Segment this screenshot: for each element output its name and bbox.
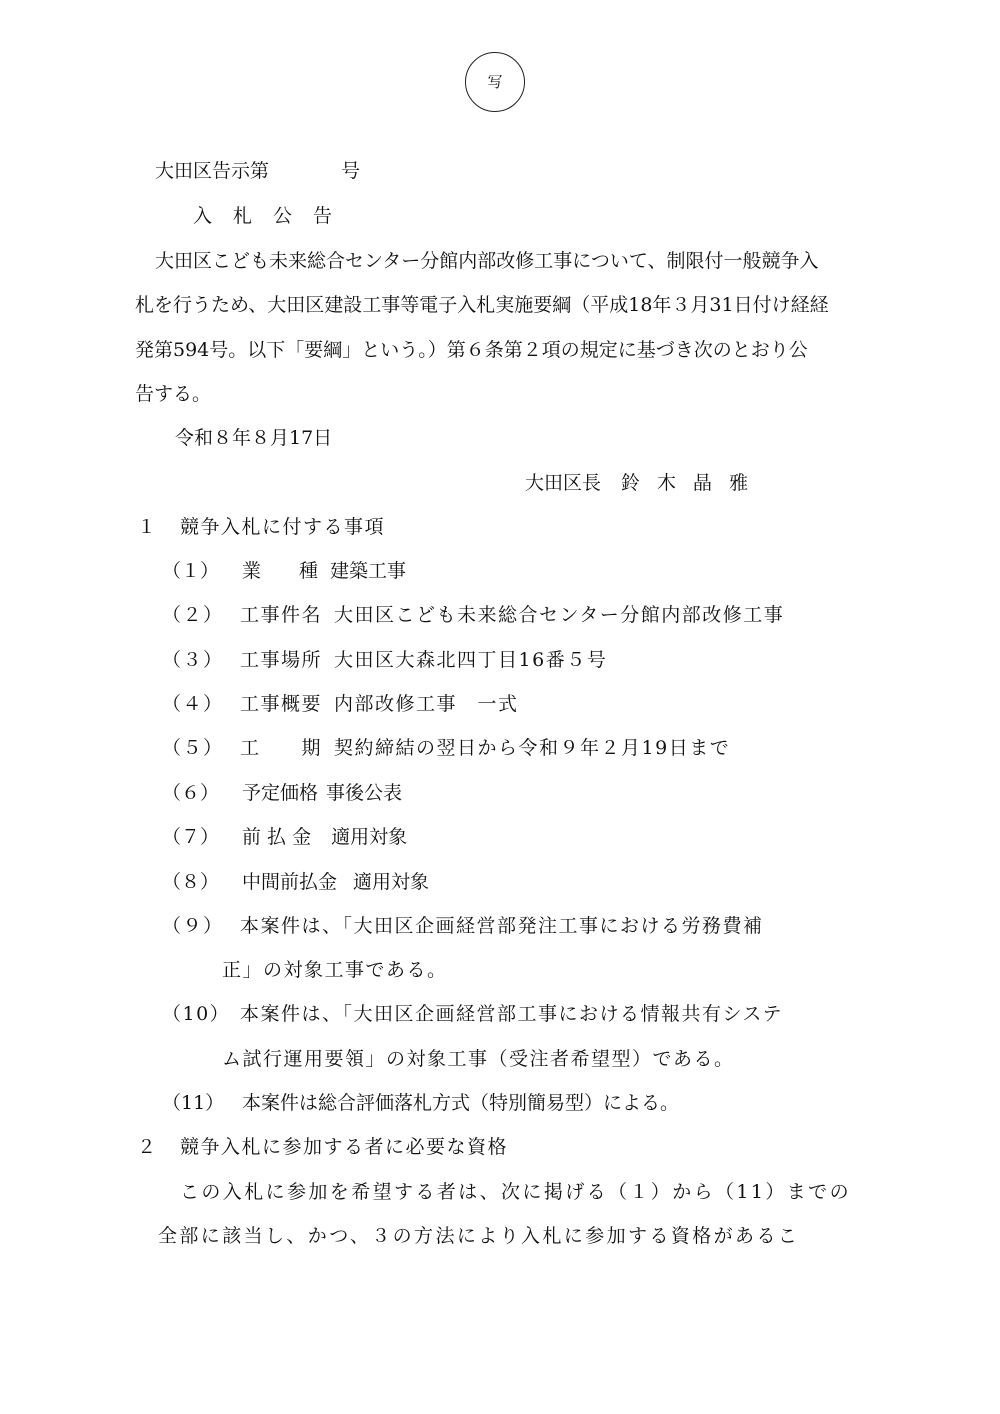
intro-line: 告する。 — [135, 383, 212, 405]
section1-number: １ — [137, 516, 157, 538]
item-value: 建築工事 — [330, 560, 407, 582]
list-item — [162, 1005, 783, 1024]
item-label: 工事件名 — [240, 604, 323, 626]
section1-heading — [137, 518, 385, 537]
item-number: （２） — [162, 604, 224, 626]
issuer-name-char: 晶 — [693, 472, 713, 494]
item-value: 適用対象 — [353, 871, 430, 893]
issuer — [525, 474, 748, 493]
item-number: （10） — [162, 1003, 231, 1025]
section2-heading — [137, 1138, 508, 1157]
item-label: 前 払 金 — [242, 826, 312, 848]
item-label: 予定価格 — [242, 782, 319, 804]
item-number: （８） — [162, 871, 220, 893]
item-label: 工事概要 — [240, 693, 323, 715]
list-item — [162, 562, 406, 581]
list-item — [162, 606, 784, 625]
title-char: 札 — [233, 205, 253, 227]
intro-line: 大田区こども未来総合センター分館内部改修工事について、制限付一般競争入 — [155, 250, 819, 272]
issuer-title: 大田区長 — [525, 472, 602, 494]
copy-stamp-text: 写 — [487, 72, 503, 91]
item-value: 事後公表 — [326, 782, 403, 804]
intro-line: 札を行うため、大田区建設工事等電子入札実施要綱（平成18年３月31日付け経経 — [135, 294, 829, 316]
item-value: 適用対象 — [331, 826, 408, 848]
item-number: （９） — [162, 915, 224, 937]
list-item — [162, 917, 764, 936]
page-title — [193, 207, 332, 226]
section2-title: 競争入札に参加する者に必要な資格 — [180, 1136, 509, 1158]
item-value: 内部改修工事 一式 — [334, 693, 519, 715]
item-number: （５） — [162, 737, 224, 759]
item-text: 本案件は総合評価落札方式（特別簡易型）による。 — [242, 1092, 680, 1114]
item-label: 中間前払金 — [242, 871, 338, 893]
item-label: 業 種 — [242, 560, 319, 582]
notice-number — [155, 162, 360, 181]
item-text: 本案件は、「大田区企画経営部発注工事における労務費補 — [240, 915, 764, 937]
item-label: 工 期 — [240, 737, 323, 759]
copy-stamp — [465, 52, 525, 112]
section1-title: 競争入札に付する事項 — [180, 516, 386, 538]
list-item — [162, 695, 519, 714]
item-number: （４） — [162, 693, 224, 715]
notice-date: 令和８年８月17日 — [175, 427, 333, 449]
item-number: （１） — [162, 560, 220, 582]
item-number: （11） — [162, 1092, 225, 1114]
item-value: 大田区大森北四丁目16番５号 — [334, 649, 608, 671]
list-item — [162, 784, 402, 803]
item-number: （６） — [162, 782, 220, 804]
notice-number-prefix: 大田区告示第 — [155, 160, 270, 182]
title-char: 入 — [193, 205, 213, 227]
list-item — [162, 828, 407, 847]
item-number: （７） — [162, 826, 220, 848]
title-char: 告 — [313, 205, 333, 227]
list-item — [162, 1094, 679, 1113]
list-item — [162, 873, 429, 892]
section2-paragraph-line: この入札に参加を希望する者は、次に掲げる（１）から（11）までの — [180, 1181, 851, 1203]
section2-number: ２ — [137, 1136, 157, 1158]
notice-number-suffix: 号 — [341, 160, 361, 182]
item-label: 工事場所 — [240, 649, 323, 671]
issuer-name-char: 鈴 — [621, 472, 641, 494]
item-value: 大田区こども未来総合センター分館内部改修工事 — [334, 604, 785, 626]
list-item — [162, 739, 730, 758]
list-item — [162, 651, 607, 670]
item-value: 契約締結の翌日から令和９年２月19日まで — [334, 737, 731, 759]
issuer-name-char: 木 — [657, 472, 677, 494]
section2-paragraph-line: 全部に該当し、かつ、３の方法により入札に参加する資格があるこ — [158, 1225, 800, 1247]
intro-line: 発第594号。以下「要綱」という。）第６条第２項の規定に基づき次のとおり公 — [135, 339, 808, 361]
item-text-continued: ム試行運用要領」の対象工事（受注者希望型）である。 — [222, 1048, 735, 1070]
issuer-name-char: 雅 — [729, 472, 749, 494]
title-char: 公 — [273, 205, 293, 227]
item-text-continued: 正」の対象工事である。 — [222, 959, 448, 981]
item-number: （３） — [162, 649, 224, 671]
item-text: 本案件は、「大田区企画経営部工事における情報共有システ — [240, 1003, 784, 1025]
